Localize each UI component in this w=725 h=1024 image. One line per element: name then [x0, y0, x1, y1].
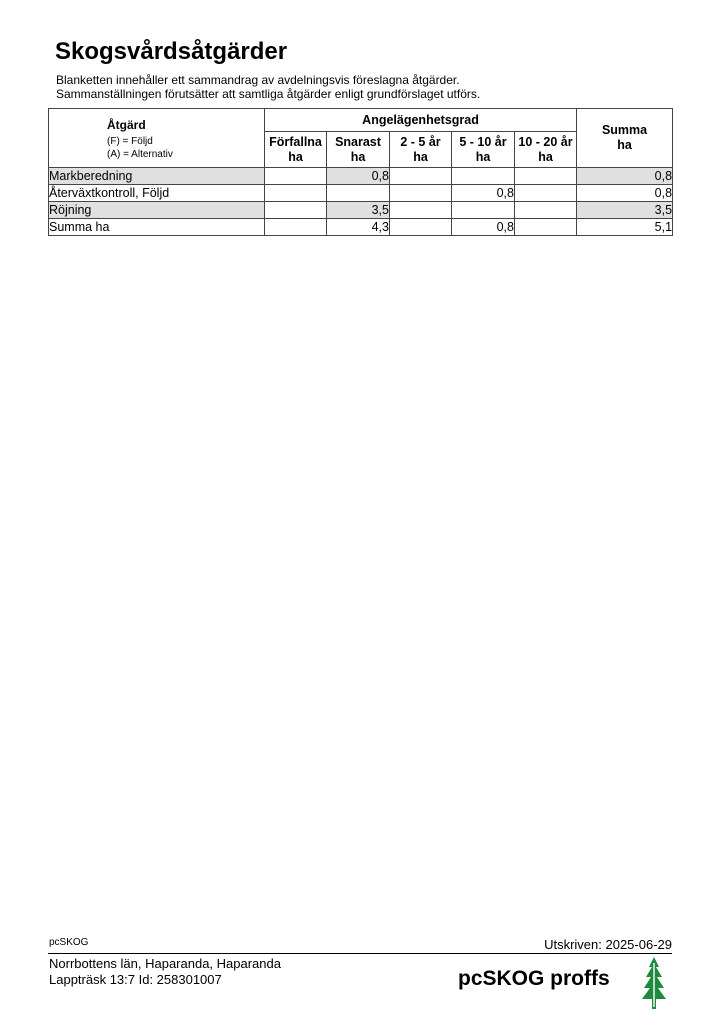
- cell-value: [515, 168, 577, 185]
- cell-value: [390, 185, 452, 202]
- legend-following: (F) = Följd: [107, 136, 153, 147]
- cell-sum: 0,8: [577, 168, 673, 185]
- address-line: Norrbottens län, Haparanda, Haparanda: [49, 956, 281, 971]
- measures-summary-table: [48, 108, 673, 236]
- footer-divider: [48, 953, 672, 954]
- sum-column-header: Summa ha: [577, 109, 673, 168]
- table-total-row: [49, 219, 673, 236]
- cell-value: [452, 168, 515, 185]
- column-header-2-5-years: 2 - 5 år ha: [390, 132, 452, 168]
- cell-sum: 5,1: [577, 219, 673, 236]
- intro-text: [56, 73, 480, 101]
- intro-line: Sammanställningen förutsätter att samtliga åtgärder enligt grundförslaget utförs.: [56, 87, 481, 101]
- table-row: [49, 185, 673, 202]
- column-header-10-20-years: 10 - 20 år ha: [515, 132, 577, 168]
- row-name: Summa ha: [49, 219, 265, 236]
- intro-line: Blanketten innehåller ett sammandrag av avdelningsvis föreslagna åtgärder.: [56, 73, 460, 87]
- column-header-overdue: Förfallna ha: [265, 132, 327, 168]
- page-title: Skogsvårdsåtgärder: [55, 38, 288, 65]
- legend: [107, 135, 264, 161]
- cell-sum: 0,8: [577, 185, 673, 202]
- cell-value: [515, 219, 577, 236]
- row-name: Röjning: [49, 202, 265, 219]
- column-header-5-10-years: 5 - 10 år ha: [452, 132, 515, 168]
- urgency-group-header: Angelägenhetsgrad: [265, 109, 577, 132]
- cell-value: 0,8: [452, 219, 515, 236]
- cell-value: [515, 185, 577, 202]
- cell-value: [390, 219, 452, 236]
- print-date: Utskriven: 2025-06-29: [544, 937, 672, 952]
- table-row: [49, 202, 673, 219]
- row-name: Markberedning: [49, 168, 265, 185]
- cell-value: 0,8: [327, 168, 390, 185]
- cell-value: 0,8: [452, 185, 515, 202]
- cell-value: [265, 219, 327, 236]
- brand-name: pcSKOG proffs: [458, 967, 610, 990]
- property-address: [49, 956, 281, 988]
- row-name: Återväxtkontroll, Följd: [49, 185, 265, 202]
- cell-value: [265, 168, 327, 185]
- cell-value: 3,5: [327, 202, 390, 219]
- address-line: Lappträsk 13:7 Id: 258301007: [49, 972, 222, 987]
- column-header-asap: Snarast ha: [327, 132, 390, 168]
- spruce-tree-icon: [640, 955, 668, 1011]
- legend-alternative: (A) = Alternativ: [107, 149, 173, 160]
- cell-value: [327, 185, 390, 202]
- table-row: [49, 168, 673, 185]
- cell-value: [390, 168, 452, 185]
- cell-value: 4,3: [327, 219, 390, 236]
- cell-value: [515, 202, 577, 219]
- atgard-header: Åtgärd: [107, 118, 146, 132]
- atgard-header-cell: [49, 109, 265, 168]
- cell-value: [265, 185, 327, 202]
- cell-sum: 3,5: [577, 202, 673, 219]
- footer-app-name: pcSKOG: [49, 937, 89, 948]
- cell-value: [265, 202, 327, 219]
- cell-value: [390, 202, 452, 219]
- cell-value: [452, 202, 515, 219]
